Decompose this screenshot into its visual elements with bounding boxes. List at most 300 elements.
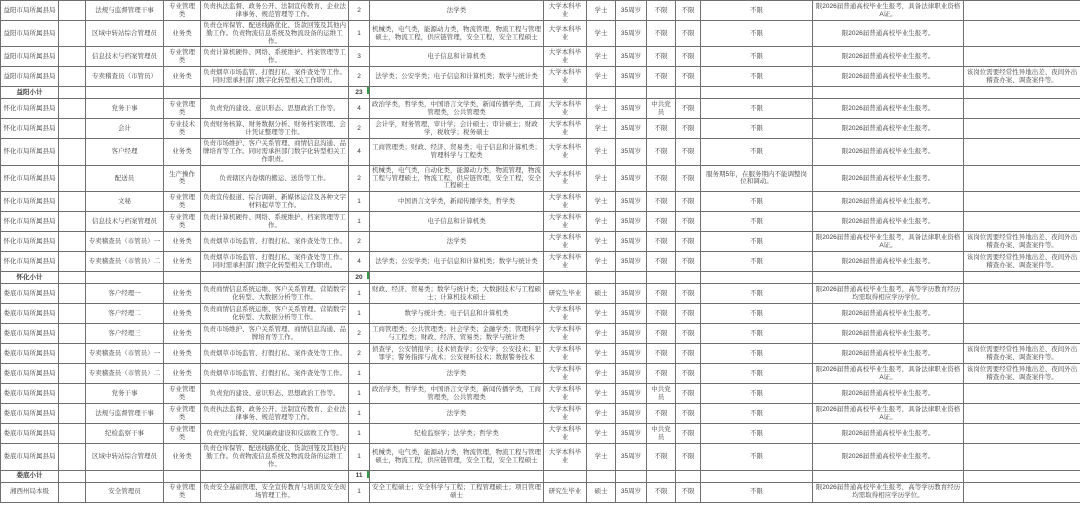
cell-gender: 不限 — [676, 67, 701, 87]
cell-dept — [59, 21, 86, 47]
cell-title: 客户经理 — [86, 139, 164, 165]
table-row — [1, 424, 1080, 444]
table-row — [1, 232, 1080, 252]
cell-unit: 湘西州局本级 — [1, 482, 59, 502]
cell-duties: 负责烟草市场监管、打假打私、案件查处等工作。 — [201, 232, 349, 252]
cell-education: 大学本科毕业 — [544, 99, 587, 119]
cell-education: 大学本科毕业 — [544, 119, 587, 139]
cell-title: 区域中转站综合管理员 — [86, 444, 164, 470]
cell-education — [544, 470, 587, 482]
cell-dept — [59, 67, 86, 87]
cell-title: 法规与监督管理干事 — [86, 404, 164, 424]
cell-political: 不限 — [647, 284, 676, 304]
cell-remark — [964, 284, 1080, 304]
cell-education: 大学本科毕业 — [544, 364, 587, 384]
cell-other: 不限 — [701, 99, 813, 119]
cell-degree: 学士 — [587, 252, 616, 272]
cell-degree: 学士 — [587, 424, 616, 444]
table-row — [1, 99, 1080, 119]
cell-category: 专业技术类 — [164, 119, 201, 139]
cell-restriction: 限2026届普通高校毕业生报考。 — [813, 47, 964, 67]
cell-degree: 学士 — [587, 119, 616, 139]
cell-remark — [964, 192, 1080, 212]
cell-education: 大学本科毕业 — [544, 21, 587, 47]
cell-restriction: 限2026届普通高校毕业生报考，具备法律职业资格A证。 — [813, 404, 964, 424]
subtotal-row — [1, 87, 1080, 99]
cell-gender: 不限 — [676, 482, 701, 502]
cell-degree: 学士 — [587, 192, 616, 212]
cell-age — [616, 272, 647, 284]
cell-remark — [964, 99, 1080, 119]
cell-education: 大学本科毕业 — [544, 192, 587, 212]
cell-gender: 不限 — [676, 344, 701, 364]
cell-title: 客户经理三 — [86, 324, 164, 344]
cell-education: 大学本科毕业 — [544, 424, 587, 444]
cell-duties: 负责辖区内卷烟的搬运、送货等工作。 — [201, 165, 349, 191]
cell-restriction — [813, 470, 964, 482]
cell-remark — [964, 444, 1080, 470]
cell-duties: 负责烟草市场监管、打假打私、案件查处等工作。同时需承担部门数字化转型相关工作职责。 — [201, 67, 349, 87]
cell-remark — [964, 272, 1080, 284]
cell-majors: 法学类 — [370, 404, 544, 424]
cell-category — [164, 470, 201, 482]
cell-unit: 娄底市局所属县局 — [1, 444, 59, 470]
cell-title: 文秘 — [86, 192, 164, 212]
subtotal-row — [1, 470, 1080, 482]
cell-other: 不限 — [701, 1, 813, 21]
cell-unit: 怀化市局所属县局 — [1, 252, 59, 272]
cell-majors: 侦查学，公安情报学；技术侦查学；公安学；公安技术；犯罪学；警务指挥与战术；公安视听技术；数据警务技术 — [370, 344, 544, 364]
cell-majors: 会计学，财务管理，审计学；会计硕士；审计硕士；财政学，税收学；税务硕士 — [370, 119, 544, 139]
table-row — [1, 324, 1080, 344]
cell-other: 不限 — [701, 444, 813, 470]
cell-title: 信息技术与档案管理员 — [86, 47, 164, 67]
cell-count: 4 — [349, 139, 370, 165]
table-row — [1, 165, 1080, 191]
cell-age — [616, 87, 647, 99]
cell-count: 4 — [349, 99, 370, 119]
cell-age: 35周岁 — [616, 324, 647, 344]
cell-category: 业务类 — [164, 232, 201, 252]
cell-title: 专卖稽查员（市管员）一 — [86, 344, 164, 364]
cell-restriction: 限2026届普通高校毕业生报考。 — [813, 165, 964, 191]
cell-education: 大学本科毕业 — [544, 404, 587, 424]
cell-unit: 怀化市局所属县局 — [1, 119, 59, 139]
cell-category: 业务类 — [164, 252, 201, 272]
cell-age: 35周岁 — [616, 47, 647, 67]
cell-gender: 不限 — [676, 139, 701, 165]
cell-restriction: 限2026届普通高校毕业生报考。 — [813, 99, 964, 119]
cell-gender: 不限 — [676, 21, 701, 47]
cell-education: 研究生毕业 — [544, 482, 587, 502]
cell-political — [647, 470, 676, 482]
cell-degree: 学士 — [587, 444, 616, 470]
cell-age: 35周岁 — [616, 165, 647, 191]
table-row — [1, 119, 1080, 139]
cell-degree: 硕士 — [587, 482, 616, 502]
cell-restriction: 限2026届普通高校毕业生报考，高等学历教育经历均需取得相应学历学位。 — [813, 284, 964, 304]
cell-restriction: 限2026届普通高校毕业生报考，具备法律职业资格A证。 — [813, 232, 964, 252]
cell-majors: 安全工程硕士；安全科学与工程；工程管理硕士；项目管理硕士 — [370, 482, 544, 502]
cell-other: 不限 — [701, 364, 813, 384]
cell-duties: 负责安全基础管理、安全宣传教育与培训及安全现场管理工作。 — [201, 482, 349, 502]
cell-duties: 负责烟草市场监管、打假打私、案件查处等工作。同时需承担部门数字化转型相关工作职责。 — [201, 252, 349, 272]
cell-age: 35周岁 — [616, 1, 647, 21]
table-row — [1, 404, 1080, 424]
cell-other: 不限 — [701, 384, 813, 404]
cell-other: 不限 — [701, 119, 813, 139]
table-row — [1, 139, 1080, 165]
cell-remark — [964, 119, 1080, 139]
cell-majors: 电子信息和计算机类 — [370, 47, 544, 67]
cell-education: 大学本科毕业 — [544, 232, 587, 252]
cell-political: 不限 — [647, 364, 676, 384]
cell-degree — [587, 470, 616, 482]
cell-majors — [370, 470, 544, 482]
cell-category: 业务类 — [164, 284, 201, 304]
cell-count: 4 — [349, 252, 370, 272]
cell-dept — [59, 424, 86, 444]
cell-duties: 负责商情信息系统运维、客户关系管理、营销数字化转型、大数据分析等工作。 — [201, 304, 349, 324]
cell-other — [701, 470, 813, 482]
cell-restriction: 限2026届普通高校毕业生报考，具备法律职业资格A证。 — [813, 364, 964, 384]
cell-other: 不限 — [701, 324, 813, 344]
cell-restriction: 限2026届普通高校毕业生报考。 — [813, 67, 964, 87]
cell-majors: 机械类，电气类，自动化类，能源动力类，物流管理，物流工程与管理硕士，物流工程，供应链管理，安全工程，安全工程硕士 — [370, 165, 544, 191]
cell-other: 不限 — [701, 424, 813, 444]
cell-category: 专业管理类 — [164, 384, 201, 404]
cell-category: 业务类 — [164, 364, 201, 384]
cell-category: 业务类 — [164, 444, 201, 470]
cell-unit: 娄底市局所属县局 — [1, 304, 59, 324]
cell-category: 专业管理类 — [164, 424, 201, 444]
cell-duties: 负责执法监督、政务公开、法制宣传教育、企业法律事务、规范管理等工作。 — [201, 404, 349, 424]
cell-duties: 负责烟草市场监管、打假打私、案件查处等工作。 — [201, 364, 349, 384]
cell-age: 35周岁 — [616, 404, 647, 424]
cell-unit: 怀化市局所属县局 — [1, 165, 59, 191]
cell-dept — [59, 252, 86, 272]
cell-gender: 不限 — [676, 404, 701, 424]
cell-gender: 不限 — [676, 165, 701, 191]
cell-restriction: 限2026届普通高校毕业生报考。 — [813, 424, 964, 444]
cell-count: 2 — [349, 67, 370, 87]
cell-education: 大学本科毕业 — [544, 444, 587, 470]
cell-title: 法规与监督管理干事 — [86, 1, 164, 21]
cell-unit: 怀化市局所属县局 — [1, 99, 59, 119]
cell-dept — [59, 284, 86, 304]
cell-title: 客户经理二 — [86, 304, 164, 324]
cell-dept — [59, 364, 86, 384]
cell-dept — [59, 272, 86, 284]
cell-category: 业务类 — [164, 67, 201, 87]
cell-count: 2 — [349, 344, 370, 364]
cell-remark — [964, 384, 1080, 404]
cell-age: 35周岁 — [616, 212, 647, 232]
cell-title: 党务干事 — [86, 384, 164, 404]
cell-category: 业务类 — [164, 324, 201, 344]
cell-dept — [59, 482, 86, 502]
cell-degree: 硕士 — [587, 284, 616, 304]
cell-dept — [59, 324, 86, 344]
cell-age: 35周岁 — [616, 364, 647, 384]
cell-age — [616, 470, 647, 482]
cell-degree: 学士 — [587, 1, 616, 21]
cell-gender: 不限 — [676, 364, 701, 384]
cell-unit: 益阳市局所属县局 — [1, 67, 59, 87]
cell-restriction: 限2026届普通高校毕业生报考。 — [813, 252, 964, 272]
cell-age: 35周岁 — [616, 192, 647, 212]
cell-title: 专卖稽查员（市管员） — [86, 67, 164, 87]
cell-remark — [964, 424, 1080, 444]
cell-age: 35周岁 — [616, 284, 647, 304]
cell-education: 大学本科毕业 — [544, 47, 587, 67]
cell-majors: 工商管理类；公共管理类；社会学类；金融学类；管理科学与工程类；财政、经济、贸易类；数学与统计类 — [370, 324, 544, 344]
subtotal-label: 益阳小计 — [1, 87, 59, 99]
cell-gender — [676, 272, 701, 284]
cell-duties: 负责仓库保管、配送线路优化、货款回笼及其他内勤工作。负责物流信息系统及物流设备的运维工作。 — [201, 21, 349, 47]
cell-restriction: 限2026届普通高校毕业生报考。 — [813, 139, 964, 165]
cell-unit: 娄底市局所属县局 — [1, 404, 59, 424]
cell-education: 大学本科毕业 — [544, 139, 587, 165]
cell-age: 35周岁 — [616, 119, 647, 139]
cell-majors: 中国语言文学类，新闻传播学类，哲学类 — [370, 192, 544, 212]
cell-title: 信息技术与档案管理员 — [86, 212, 164, 232]
cell-duties: 负责执法监督、政务公开、法制宣传教育、企业法律事务、规范管理等工作。 — [201, 1, 349, 21]
cell-duties: 负责计算机硬件、网络、系统维护、档案管理等工作。 — [201, 47, 349, 67]
cell-unit: 娄底市局所属县局 — [1, 384, 59, 404]
cell-political: 不限 — [647, 192, 676, 212]
cell-age: 35周岁 — [616, 232, 647, 252]
cell-remark — [964, 212, 1080, 232]
cell-age: 35周岁 — [616, 344, 647, 364]
table-row — [1, 284, 1080, 304]
cell-unit: 益阳市局所属县局 — [1, 47, 59, 67]
cell-gender: 不限 — [676, 304, 701, 324]
cell-education: 大学本科毕业 — [544, 165, 587, 191]
cell-dept — [59, 1, 86, 21]
cell-restriction — [813, 272, 964, 284]
cell-age: 35周岁 — [616, 444, 647, 470]
cell-education — [544, 272, 587, 284]
cell-count: 1 — [349, 212, 370, 232]
cell-duties: 负责党内监督、党风廉政建设和反腐败工作等。 — [201, 424, 349, 444]
cell-majors: 数学与统计类；电子信息和计算机类 — [370, 304, 544, 324]
cell-majors: 法学类 — [370, 364, 544, 384]
table-row — [1, 21, 1080, 47]
cell-political: 中共党员 — [647, 384, 676, 404]
cell-category: 专业管理类 — [164, 99, 201, 119]
cell-majors: 法学类 — [370, 1, 544, 21]
cell-degree: 学士 — [587, 139, 616, 165]
cell-restriction: 限2026届普通高校毕业生报考。 — [813, 324, 964, 344]
cell-restriction: 限2026届普通高校毕业生报考。 — [813, 21, 964, 47]
table-row — [1, 67, 1080, 87]
cell-age: 35周岁 — [616, 99, 647, 119]
cell-duties — [201, 87, 349, 99]
cell-other: 不限 — [701, 232, 813, 252]
cell-dept — [59, 232, 86, 252]
cell-title: 区域中转站综合管理员 — [86, 21, 164, 47]
cell-duties: 负责商情信息系统运维、客户关系管理、营销数字化转型、大数据分析等工作。 — [201, 284, 349, 304]
cell-title: 配送员 — [86, 165, 164, 191]
cell-education: 大学本科毕业 — [544, 344, 587, 364]
cell-other: 不限 — [701, 344, 813, 364]
cell-age: 35周岁 — [616, 67, 647, 87]
cell-majors: 法学类；公安学类；电子信息和计算机类；数学与统计类 — [370, 67, 544, 87]
cell-majors: 财政、经济、贸易类；数学与统计类；大数据技术与工程硕士；计算机技术硕士 — [370, 284, 544, 304]
cell-political: 不限 — [647, 47, 676, 67]
cell-gender: 不限 — [676, 424, 701, 444]
cell-restriction: 限2026届普通高校毕业生报考。 — [813, 304, 964, 324]
cell-political: 不限 — [647, 165, 676, 191]
cell-category: 专业管理类 — [164, 482, 201, 502]
cell-duties: 负责仓库保管、配送线路优化、货款回笼及其他内勤工作。负责物流信息系统及物流设备的运维工作。 — [201, 444, 349, 470]
cell-gender: 不限 — [676, 232, 701, 252]
cell-other: 不限 — [701, 482, 813, 502]
cell-political: 不限 — [647, 67, 676, 87]
cell-category: 专业管理类 — [164, 404, 201, 424]
cell-education: 大学本科毕业 — [544, 324, 587, 344]
table-row — [1, 364, 1080, 384]
cell-political: 不限 — [647, 1, 676, 21]
cell-category: 生产操作类 — [164, 165, 201, 191]
cell-degree: 学士 — [587, 212, 616, 232]
cell-dept — [59, 119, 86, 139]
cell-age: 35周岁 — [616, 304, 647, 324]
cell-degree: 学士 — [587, 364, 616, 384]
cell-degree — [587, 87, 616, 99]
subtotal-count: 11 — [349, 470, 370, 482]
cell-unit: 娄底市局所属县局 — [1, 324, 59, 344]
cell-degree: 学士 — [587, 324, 616, 344]
cell-other: 服务期5年，在服务期内不能调整岗位和调动。 — [701, 165, 813, 191]
cell-count: 1 — [349, 192, 370, 212]
cell-dept — [59, 139, 86, 165]
cell-dept — [59, 212, 86, 232]
cell-remark — [964, 404, 1080, 424]
table-row — [1, 1, 1080, 21]
cell-political: 中共党员 — [647, 99, 676, 119]
cell-degree: 学士 — [587, 67, 616, 87]
cell-education: 大学本科毕业 — [544, 252, 587, 272]
cell-political: 不限 — [647, 139, 676, 165]
cell-education: 大学本科毕业 — [544, 1, 587, 21]
cell-title — [86, 470, 164, 482]
cell-count: 3 — [349, 47, 370, 67]
cell-majors: 政治学类，哲学类，中国语言文学类，新闻传播学类，工商管理类，公共管理类 — [370, 384, 544, 404]
subtotal-count: 20 — [349, 272, 370, 284]
cell-count: 1 — [349, 304, 370, 324]
cell-unit: 怀化市局所属县局 — [1, 139, 59, 165]
cell-degree: 学士 — [587, 47, 616, 67]
cell-title: 纪检监察干事 — [86, 424, 164, 444]
cell-dept — [59, 99, 86, 119]
cell-restriction: 限2026届普通高校毕业生报考，高等学历教育经历均需取得相应学历学位。 — [813, 482, 964, 502]
cell-other: 不限 — [701, 212, 813, 232]
subtotal-label: 娄底小计 — [1, 470, 59, 482]
cell-political: 不限 — [647, 119, 676, 139]
cell-age: 35周岁 — [616, 384, 647, 404]
cell-education: 大学本科毕业 — [544, 212, 587, 232]
cell-dept — [59, 404, 86, 424]
cell-degree: 学士 — [587, 165, 616, 191]
cell-remark — [964, 470, 1080, 482]
cell-political: 不限 — [647, 444, 676, 470]
cell-count: 1 — [349, 444, 370, 470]
cell-remark: 该岗位需要经常性异地出差、夜间外出稽查办案、调查案件等。 — [964, 252, 1080, 272]
cell-gender: 不限 — [676, 212, 701, 232]
cell-restriction: 限2026届普通高校毕业生报考。 — [813, 119, 964, 139]
table-row — [1, 252, 1080, 272]
cell-dept — [59, 344, 86, 364]
cell-unit: 娄底市局所属县局 — [1, 344, 59, 364]
cell-gender: 不限 — [676, 99, 701, 119]
subtotal-label: 怀化小计 — [1, 272, 59, 284]
subtotal-row — [1, 272, 1080, 284]
cell-gender: 不限 — [676, 444, 701, 470]
cell-education: 大学本科毕业 — [544, 67, 587, 87]
table-row — [1, 47, 1080, 67]
cell-age: 35周岁 — [616, 424, 647, 444]
cell-count: 1 — [349, 482, 370, 502]
cell-category: 业务类 — [164, 21, 201, 47]
cell-duties: 负责宣传报道、综合调研、新媒体运营及各种文字材料起草等工作。 — [201, 192, 349, 212]
cell-dept — [59, 87, 86, 99]
cell-political: 不限 — [647, 232, 676, 252]
cell-count: 2 — [349, 324, 370, 344]
cell-count: 2 — [349, 165, 370, 191]
cell-remark — [964, 324, 1080, 344]
cell-gender — [676, 87, 701, 99]
cell-duties: 负责市场维护、客户关系管理、商情信息沟通、品牌培育等工作。同时需承担部门数字化转型相关工作职责。 — [201, 139, 349, 165]
recruitment-table-body — [1, 1, 1080, 503]
cell-political: 不限 — [647, 212, 676, 232]
cell-title: 专卖稽查员（市管员）一 — [86, 232, 164, 252]
cell-dept — [59, 192, 86, 212]
cell-other: 不限 — [701, 404, 813, 424]
cell-title: 会计 — [86, 119, 164, 139]
cell-restriction: 限2026届普通高校毕业生报考。 — [813, 212, 964, 232]
cell-remark — [964, 304, 1080, 324]
cell-duties: 负责计算机硬件、网络、系统维护、档案管理等工作。 — [201, 212, 349, 232]
cell-remark: 该岗位需要经常性异地出差、夜间外出稽查办案、调查案件等。 — [964, 67, 1080, 87]
cell-remark — [964, 165, 1080, 191]
cell-degree: 学士 — [587, 99, 616, 119]
cell-education: 大学本科毕业 — [544, 304, 587, 324]
cell-majors: 法学类 — [370, 232, 544, 252]
cell-gender: 不限 — [676, 252, 701, 272]
cell-category: 专业管理类 — [164, 192, 201, 212]
cell-other: 不限 — [701, 21, 813, 47]
cell-restriction: 限2026届普通高校毕业生报考，具备法律职业资格A证。 — [813, 1, 964, 21]
cell-category: 专业管理类 — [164, 47, 201, 67]
cell-gender: 不限 — [676, 1, 701, 21]
cell-title: 专卖稽查员（市管员）二 — [86, 252, 164, 272]
cell-duties — [201, 470, 349, 482]
cell-unit: 怀化市局所属县局 — [1, 232, 59, 252]
cell-remark: 该岗位需要经常性异地出差、夜间外出稽查办案、调查案件等。 — [964, 232, 1080, 252]
cell-other: 不限 — [701, 67, 813, 87]
cell-gender: 不限 — [676, 192, 701, 212]
cell-count: 2 — [349, 232, 370, 252]
table-row — [1, 304, 1080, 324]
cell-dept — [59, 47, 86, 67]
cell-political: 不限 — [647, 21, 676, 47]
cell-category: 业务类 — [164, 304, 201, 324]
cell-majors: 纪检监察学；法学类；哲学类 — [370, 424, 544, 444]
cell-other: 不限 — [701, 139, 813, 165]
cell-other: 不限 — [701, 192, 813, 212]
